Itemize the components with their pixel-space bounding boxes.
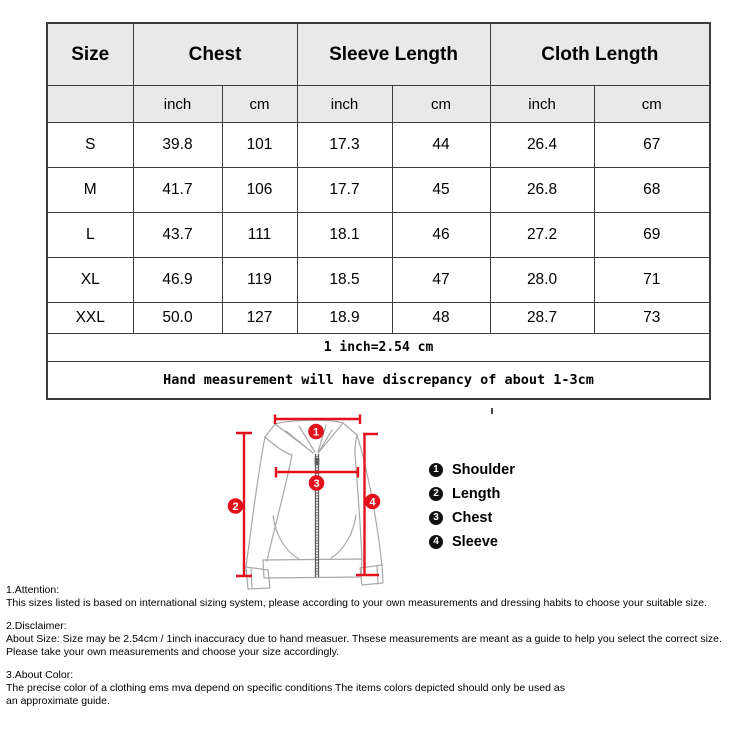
- table-cell: 26.4: [490, 123, 594, 168]
- table-cell: 68: [594, 168, 710, 213]
- table-row: [47, 258, 710, 303]
- table-cell: 28.7: [490, 303, 594, 334]
- table-cell: 17.3: [297, 123, 392, 168]
- size-chart-table: [46, 22, 711, 400]
- footnote-line: Please take your own measurements and choose your size accordingly.: [6, 646, 340, 658]
- table-cell: 50.0: [133, 303, 222, 334]
- legend-item-chest: [429, 511, 515, 525]
- legend-label: Sleeve: [452, 534, 498, 550]
- footnote-disclaimer: [6, 620, 750, 659]
- table-cell: 111: [222, 213, 297, 258]
- measurement-legend: [429, 463, 515, 559]
- table-cell: 18.5: [297, 258, 392, 303]
- legend-item-length: [429, 487, 515, 501]
- legend-number-badge: 4: [429, 535, 443, 549]
- table-cell: 45: [392, 168, 490, 213]
- table-units-row: [47, 86, 710, 123]
- footnote-about-color: [6, 669, 750, 708]
- size-cell: S: [47, 123, 133, 168]
- size-cell: XL: [47, 258, 133, 303]
- unit-header-inch: inch: [490, 86, 594, 123]
- footnote-line: The precise color of a clothing ems mva depend on specific conditions The items colors depicted should only be used as: [6, 682, 565, 694]
- unit-header-cm: cm: [222, 86, 297, 123]
- column-header-chest: Chest: [133, 23, 297, 86]
- table-cell: 69: [594, 213, 710, 258]
- table-row: [47, 213, 710, 258]
- size-cell: L: [47, 213, 133, 258]
- table-cell: 43.7: [133, 213, 222, 258]
- hood-folds: [275, 423, 343, 453]
- footnote-line: This sizes listed is based on international sizing system, please according to your own measurements and dressing habits to choose your suitable size.: [6, 597, 707, 609]
- table-bottom-stray-mark: [491, 408, 493, 414]
- table-cell: 127: [222, 303, 297, 334]
- table-row: [47, 303, 710, 334]
- hem-band: [263, 559, 362, 578]
- table-cell: 44: [392, 123, 490, 168]
- table-cell: 73: [594, 303, 710, 334]
- badge-number-1: 1: [312, 426, 320, 439]
- table-cell: 26.8: [490, 168, 594, 213]
- badge-number-2: 2: [232, 501, 239, 513]
- table-cell: 17.7: [297, 168, 392, 213]
- shoulder-measure-line: [275, 415, 360, 425]
- discrepancy-note-row: [47, 362, 710, 400]
- table-cell: 18.9: [297, 303, 392, 334]
- unit-header-cm: cm: [392, 86, 490, 123]
- zipper-pull: [315, 458, 320, 465]
- footnote-line: About Size: Size may be 2.54cm / 1inch inaccuracy due to hand measuer. Thsese measurements are meant as a guide to help you select the correct size.: [6, 633, 722, 645]
- table-row: [47, 123, 710, 168]
- table-cell: 27.2: [490, 213, 594, 258]
- table-cell: 119: [222, 258, 297, 303]
- legend-number-badge: 2: [429, 487, 443, 501]
- garment-measurement-diagram: [215, 412, 395, 604]
- footnote-title: 1.Attention:: [6, 584, 60, 596]
- conversion-note: 1 inch=2.54 cm: [47, 334, 710, 362]
- table-cell: 46: [392, 213, 490, 258]
- table-cell: 28.0: [490, 258, 594, 303]
- footnote-attention: [6, 584, 750, 610]
- size-cell: M: [47, 168, 133, 213]
- table-row: [47, 168, 710, 213]
- column-header-size: Size: [47, 23, 133, 86]
- table-cell: 67: [594, 123, 710, 168]
- discrepancy-note: Hand measurement will have discrepancy of about 1-3cm: [47, 362, 710, 400]
- unit-header-inch: inch: [297, 86, 392, 123]
- table-cell: 47: [392, 258, 490, 303]
- table-cell: 18.1: [297, 213, 392, 258]
- legend-item-sleeve: [429, 535, 515, 549]
- pockets: [273, 515, 356, 559]
- table-header-row: [47, 23, 710, 86]
- column-header-cloth-length: Cloth Length: [490, 23, 710, 86]
- table-cell: 106: [222, 168, 297, 213]
- legend-number-badge: 1: [429, 463, 443, 477]
- table-cell: 101: [222, 123, 297, 168]
- badge-number-3: 3: [313, 478, 320, 490]
- size-cell: XXL: [47, 303, 133, 334]
- table-cell: 46.9: [133, 258, 222, 303]
- legend-item-shoulder: [429, 463, 515, 477]
- unit-header-inch: inch: [133, 86, 222, 123]
- footnote-line: an approximate guide.: [6, 695, 110, 707]
- conversion-note-row: [47, 334, 710, 362]
- unit-header-cm: cm: [594, 86, 710, 123]
- legend-label: Shoulder: [452, 462, 515, 478]
- badge-number-4: 4: [369, 496, 376, 509]
- table-cell: 41.7: [133, 168, 222, 213]
- legend-label: Length: [452, 486, 501, 502]
- table-cell: 71: [594, 258, 710, 303]
- footnote-title: 3.About Color:: [6, 669, 74, 681]
- table-cell: 39.8: [133, 123, 222, 168]
- legend-number-badge: 3: [429, 511, 443, 525]
- footnote-title: 2.Disclaimer:: [6, 620, 67, 632]
- empty-cell: [47, 86, 133, 123]
- table-cell: 48: [392, 303, 490, 334]
- hoodie-sketch: [246, 420, 383, 589]
- footnotes-block: [6, 584, 750, 718]
- legend-label: Chest: [452, 510, 493, 526]
- column-header-sleeve-length: Sleeve Length: [297, 23, 490, 86]
